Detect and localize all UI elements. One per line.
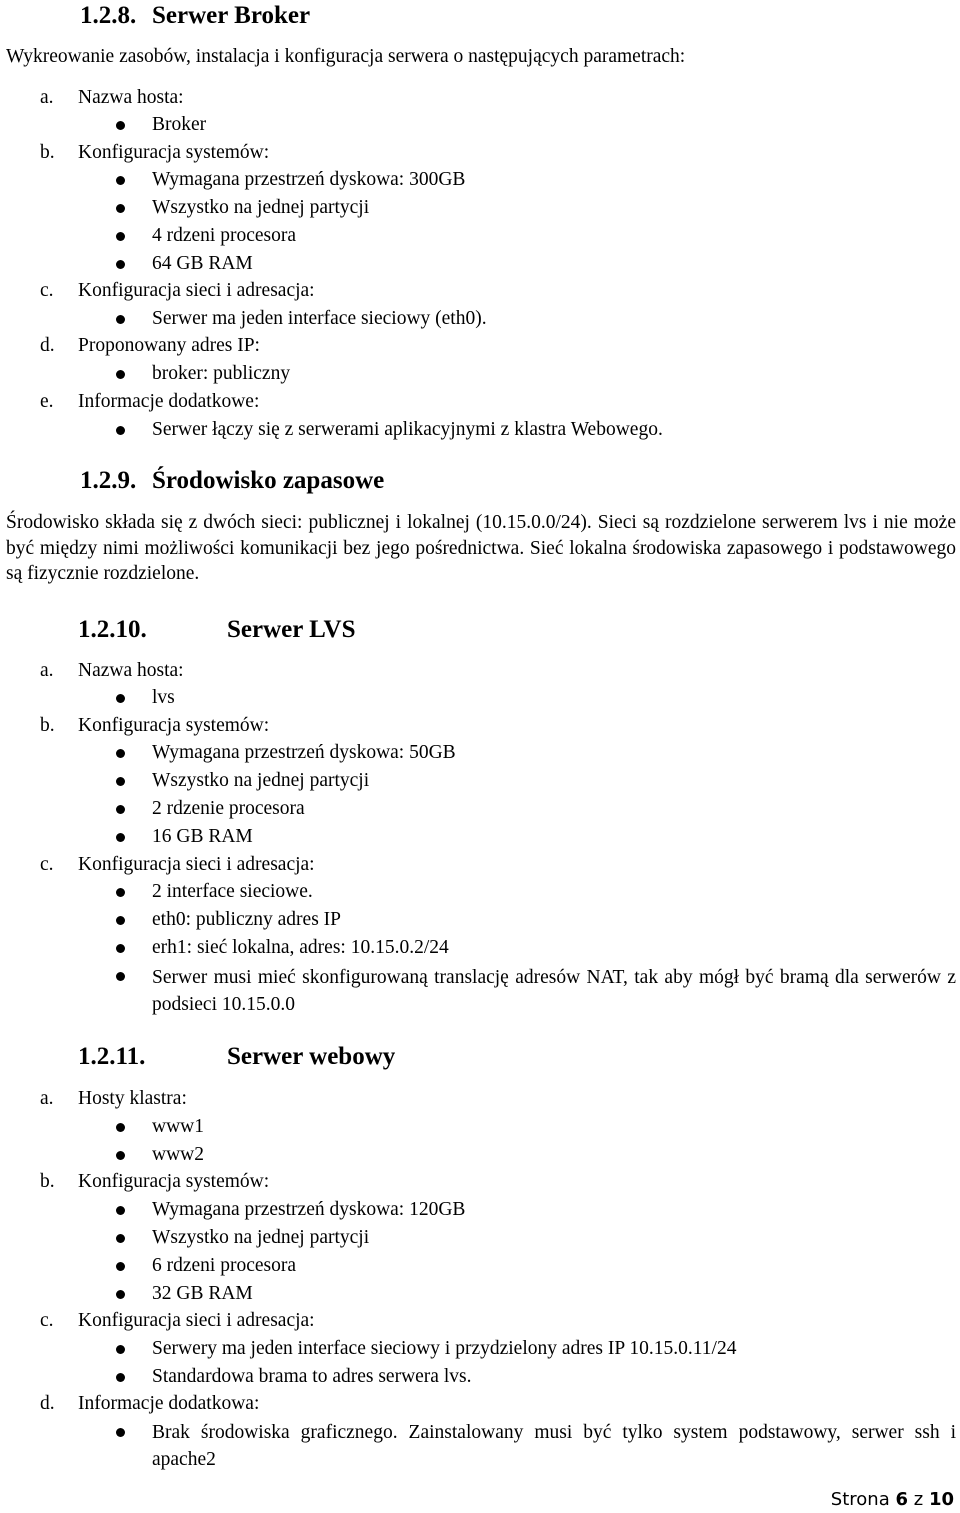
section-intro: Wykreowanie zasobów, instalacja i konfiguracja serwera o następujących parametrach:: [6, 46, 686, 67]
bullet: [116, 805, 125, 814]
bullet: [116, 426, 125, 435]
list-item: www1: [152, 1116, 204, 1137]
bullet: [116, 972, 125, 981]
section-number-1-2-9: 1.2.9.: [80, 467, 137, 494]
list-item: Wszystko na jednej partycji: [152, 770, 370, 791]
bullet: [116, 1234, 125, 1243]
list-label: c.: [40, 854, 54, 875]
bullet: [116, 1373, 125, 1382]
list-label: a.: [40, 1088, 54, 1109]
footer-current-page: 6: [895, 1489, 909, 1510]
bullet: [116, 694, 125, 703]
list-item: 2 rdzenie procesora: [152, 798, 305, 819]
bullet: [116, 260, 125, 269]
bullet: [116, 1123, 125, 1132]
bullet: [116, 176, 125, 185]
bullet: [116, 916, 125, 925]
bullet: [116, 121, 125, 130]
bullet: [116, 777, 125, 786]
list-heading: Konfiguracja sieci i adresacja:: [78, 1310, 315, 1331]
list-item: 64 GB RAM: [152, 253, 253, 274]
page-footer: [831, 1489, 954, 1511]
list-item: Serwer musi mieć skonfigurowaną translację adresów NAT, tak aby mógł być bramą dla serwerów z podsieci 10.15.0.0: [152, 967, 956, 1015]
list-heading: Konfiguracja systemów:: [78, 142, 270, 163]
bullet: [116, 749, 125, 758]
list-label: d.: [40, 335, 55, 356]
list-item: 16 GB RAM: [152, 826, 253, 847]
list-item: erh1: sieć lokalna, adres: 10.15.0.2/24: [152, 937, 449, 958]
bullet: [116, 315, 125, 324]
section-title-1-2-11: Serwer webowy: [227, 1043, 396, 1070]
list-item: broker: publiczny: [152, 363, 291, 384]
list-item: Wymagana przestrzeń dyskowa: 50GB: [152, 742, 456, 763]
list-heading: Konfiguracja sieci i adresacja:: [78, 280, 315, 301]
list-item: eth0: publiczny adres IP: [152, 909, 341, 930]
list-item: 6 rdzeni procesora: [152, 1255, 297, 1276]
section-paragraph: Środowisko składa się z dwóch sieci: publicznej i lokalnej (10.15.0.0/24). Sieci są rozdzielone serwerem lvs i nie może być między nimi możliwości komunikacji bez jego pośrednictwa. Sieć lokalna środowiska zapasowego i podstawowego są fizycznie rozdzielone.: [6, 512, 956, 584]
list-label: a.: [40, 660, 54, 681]
bullet: [116, 370, 125, 379]
list-heading: Proponowany adres IP:: [78, 335, 260, 356]
list-item: Standardowa brama to adres serwera lvs.: [152, 1366, 472, 1387]
bullet: [116, 1262, 125, 1271]
section-number-1-2-8: 1.2.8.: [80, 2, 137, 29]
list-heading: Nazwa hosta:: [78, 660, 184, 681]
list-item: Wszystko na jednej partycji: [152, 197, 370, 218]
list-heading: Konfiguracja systemów:: [78, 1171, 270, 1192]
list-heading: Informacje dodatkowa:: [78, 1393, 260, 1414]
list-item: 4 rdzeni procesora: [152, 225, 297, 246]
list-label: a.: [40, 87, 54, 108]
bullet: [116, 1206, 125, 1215]
list-label: e.: [40, 391, 54, 412]
list-item: Serwer łączy się z serwerami aplikacyjnymi z klastra Webowego.: [152, 419, 663, 440]
list-item: Brak środowiska graficznego. Zainstalowany musi być tylko system podstawowy, serwer ssh i apache2: [152, 1422, 956, 1470]
footer-total-pages: 10: [928, 1489, 954, 1510]
bullet: [116, 1428, 125, 1437]
list-item: Serwery ma jeden interface sieciowy i przydzielony adres IP 10.15.0.11/24: [152, 1338, 737, 1359]
list-heading: Nazwa hosta:: [78, 87, 184, 108]
list-item: Broker: [152, 114, 207, 135]
list-heading: Informacje dodatkowe:: [78, 391, 260, 412]
bullet: [116, 1151, 125, 1160]
bullet: [116, 833, 125, 842]
list-heading: Hosty klastra:: [78, 1088, 187, 1109]
bullet: [116, 204, 125, 213]
list-item: Serwer ma jeden interface sieciowy (eth0).: [152, 308, 487, 329]
section-number-1-2-11: 1.2.11.: [78, 1043, 146, 1070]
list-label: c.: [40, 1310, 54, 1331]
list-item: lvs: [152, 687, 175, 708]
section-title-1-2-8: Serwer Broker: [152, 2, 311, 29]
list-heading: Konfiguracja systemów:: [78, 715, 270, 736]
list-item: 2 interface sieciowe.: [152, 881, 313, 902]
section-number-1-2-10: 1.2.10.: [78, 616, 147, 643]
bullet: [116, 1345, 125, 1354]
section-title-1-2-10: Serwer LVS: [227, 616, 356, 643]
list-label: b.: [40, 142, 55, 163]
list-label: c.: [40, 280, 54, 301]
list-label: b.: [40, 1171, 55, 1192]
list-item: 32 GB RAM: [152, 1283, 253, 1304]
list-heading: Konfiguracja sieci i adresacja:: [78, 854, 315, 875]
list-label: d.: [40, 1393, 55, 1414]
list-label: b.: [40, 715, 55, 736]
footer-separator: z: [913, 1489, 924, 1510]
section-title-1-2-9: Środowisko zapasowe: [152, 467, 385, 494]
list-item: Wymagana przestrzeń dyskowa: 120GB: [152, 1199, 466, 1220]
list-item: Wszystko na jednej partycji: [152, 1227, 370, 1248]
bullet: [116, 888, 125, 897]
list-item: www2: [152, 1144, 204, 1165]
bullet: [116, 232, 125, 241]
bullet: [116, 1290, 125, 1299]
footer-prefix: Strona: [830, 1489, 890, 1510]
list-item: Wymagana przestrzeń dyskowa: 300GB: [152, 169, 466, 190]
bullet: [116, 944, 125, 953]
